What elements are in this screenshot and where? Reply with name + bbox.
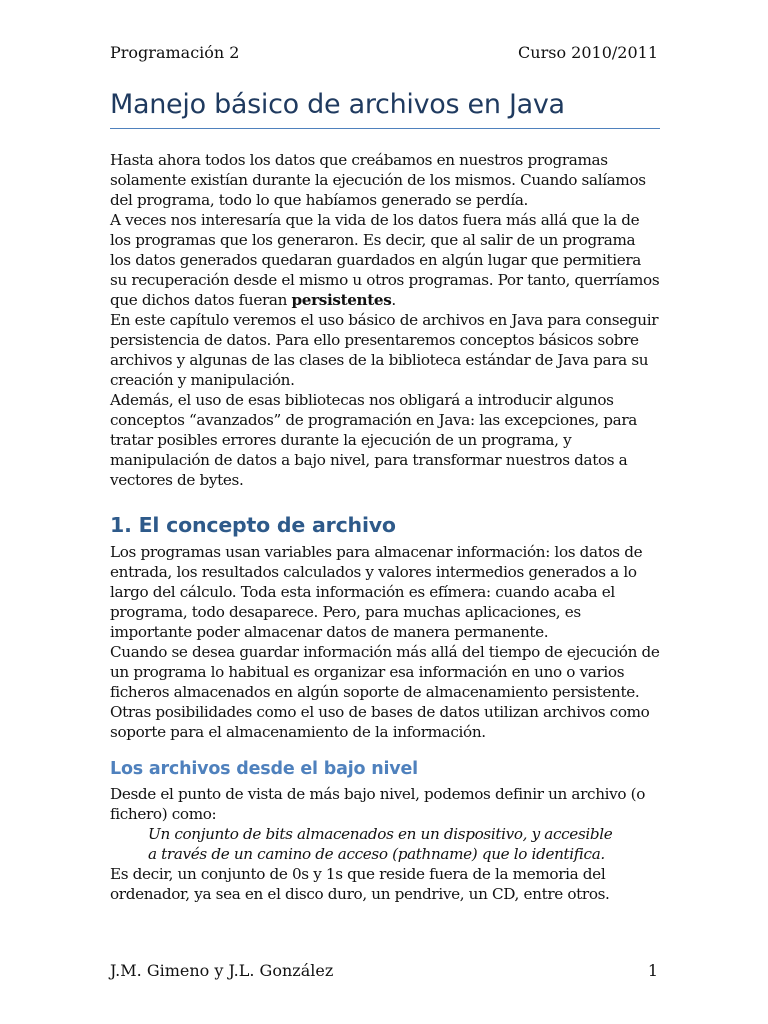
document-title: Manejo básico de archivos en Java	[110, 89, 565, 120]
course-year: Curso 2010/2011	[518, 43, 658, 62]
section1-paragraph-2: Cuando se desea guardar información más allá del tiempo de ejecución de un programa lo habitual es organizar esa información en uno o varios ficheros almacenados en algún soporte de almacenamiento persistente. Otras posibilidades como el uso de bases de datos utilizan archivos como soporte para el almacenamiento de la información.	[110, 643, 660, 741]
intro-paragraph-2	[110, 210, 660, 310]
definition-quote-line-2: a través de un camino de acceso (pathname) que lo identifica.	[148, 845, 605, 863]
subsection-paragraph-2: Es decir, un conjunto de 0s y 1s que reside fuera de la memoria del ordenador, ya sea en el disco duro, un pendrive, un CD, entre otros.	[110, 865, 610, 903]
intro-paragraph-2-text: A veces nos interesaría que la vida de los datos fuera más allá que la de los programas que los generaron. Es decir, que al salir de un programa los datos generados quedaran guardados en algún lugar que permitiera su recuperación desde el mismo u otros programas. Por tanto, querríamos que dichos datos fueran	[110, 211, 660, 309]
section-heading-concept: 1. El concepto de archivo	[110, 513, 396, 537]
page-footer	[110, 961, 658, 981]
title-divider	[110, 128, 660, 129]
subsection-heading-low-level: Los archivos desde el bajo nivel	[110, 759, 418, 779]
subsection-paragraph-1: Desde el punto de vista de más bajo nivel, podemos definir un archivo (o fichero) como:	[110, 785, 646, 823]
footer-authors: J.M. Gimeno y J.L. González	[110, 961, 334, 980]
course-name: Programación 2	[110, 43, 240, 62]
page-number: 1	[647, 961, 658, 980]
intro-paragraph-1: Hasta ahora todos los datos que creábamos en nuestros programas solamente existían durante la ejecución de los mismos. Cuando salíamos del programa, todo lo que habíamos generado se perdía.	[110, 151, 646, 209]
intro-paragraph-2-end: .	[391, 291, 396, 309]
persistent-term: persistentes	[291, 291, 392, 309]
intro-paragraph-3: En este capítulo veremos el uso básico de archivos en Java para conseguir persistencia de datos. Para ello presentaremos conceptos básicos sobre archivos y algunas de las clases de la biblioteca estándar de Java para su creación y manipulación.	[110, 311, 659, 389]
intro-paragraph-4: Además, el uso de esas bibliotecas nos obligará a introducir algunos conceptos “avanzados” de programación en Java: las excepciones, para tratar posibles errores durante la ejecución de un programa, y manipulación de datos a bajo nivel, para transformar nuestros datos a vectores de bytes.	[110, 391, 637, 489]
definition-quote-line-1: Un conjunto de bits almacenados en un dispositivo, y accesible	[148, 825, 613, 843]
section1-paragraph-1: Los programas usan variables para almacenar información: los datos de entrada, los resultados calculados y valores intermedios generados a lo largo del cálculo. Toda esta información es efímera: cuando acaba el programa, todo desaparece. Pero, para muchas aplicaciones, es importante poder almacenar datos de manera permanente.	[110, 543, 643, 641]
page-header	[110, 43, 658, 63]
document-body	[110, 150, 660, 904]
